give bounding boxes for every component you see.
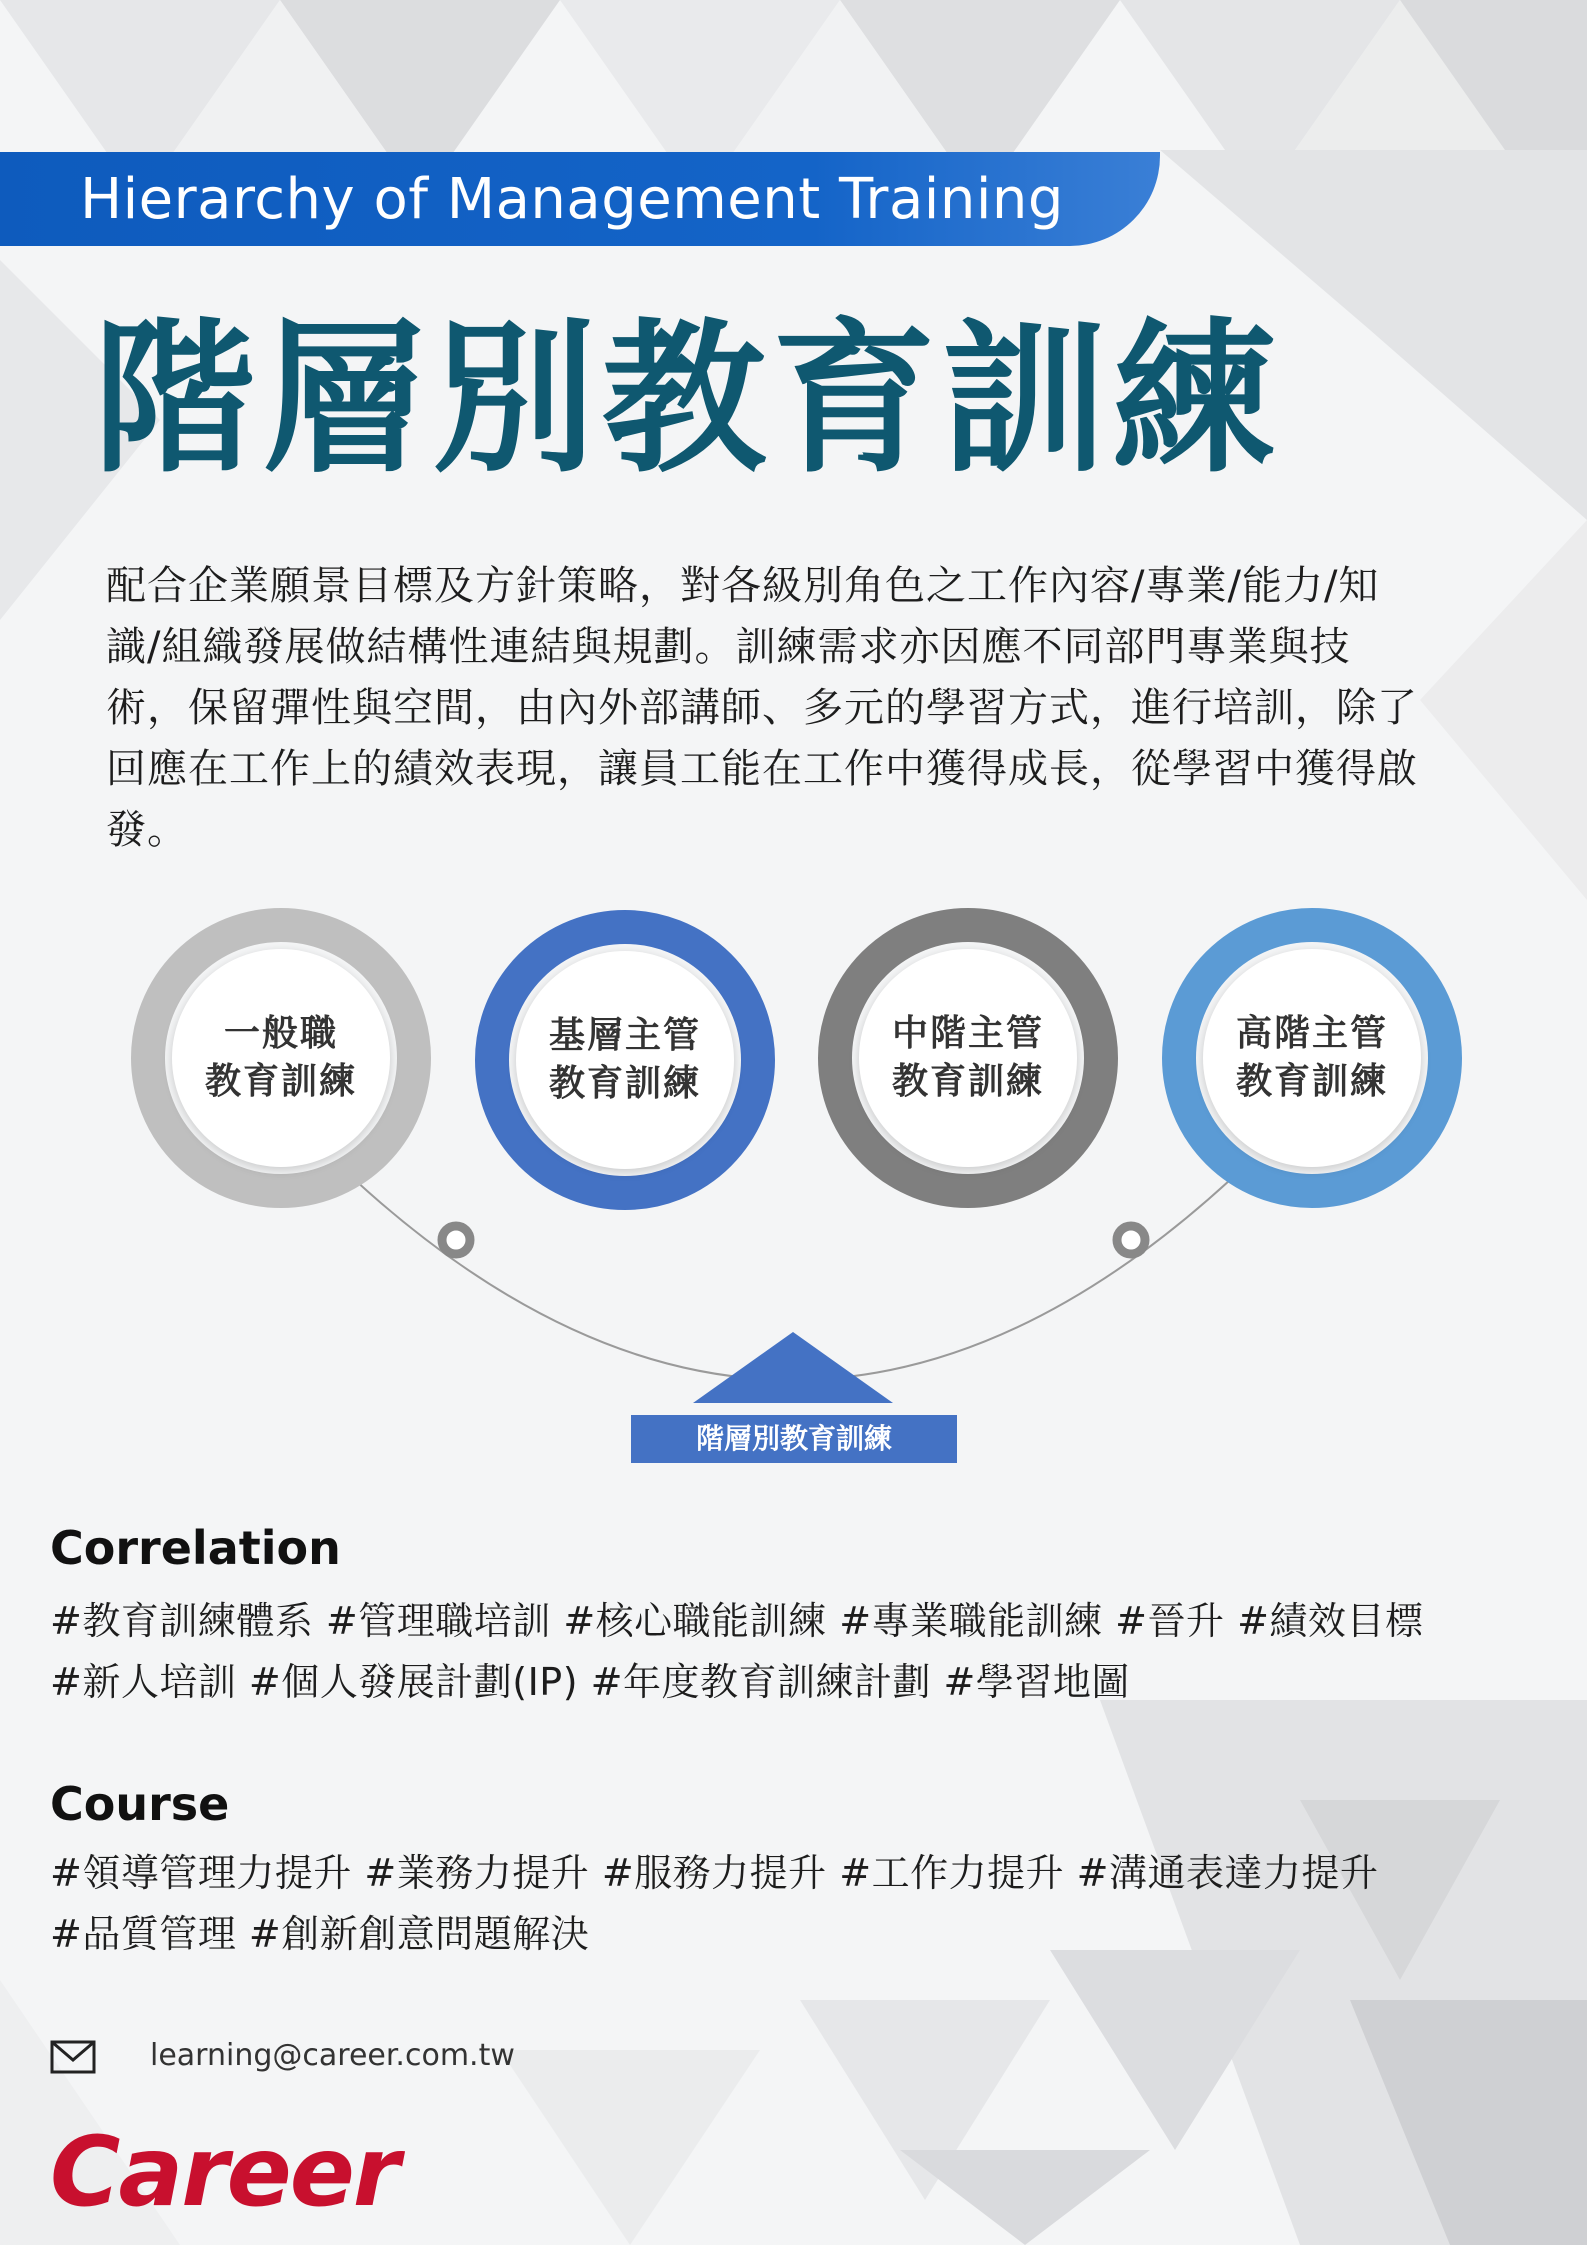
tag-line: #教育訓練體系 #管理職培訓 #核心職能訓練 #專業職能訓練 #晉升 #績效目標 xyxy=(50,1599,1424,1643)
correlation-heading: Correlation xyxy=(50,1521,341,1575)
envelope-icon xyxy=(50,2040,96,2074)
level-circle-inner xyxy=(516,951,734,1169)
connector-dot-right xyxy=(1117,1226,1145,1254)
correlation-tags xyxy=(50,1591,1423,1713)
banner-title: Hierarchy of Management Training xyxy=(80,167,1064,232)
level-circle-inner xyxy=(859,949,1077,1167)
level-circle-junior-manager xyxy=(475,910,775,1210)
intro-line: 術，保留彈性與空間，由內外部講師、多元的學習方式，進行培訓，除了 xyxy=(106,685,1418,731)
circle-label-line2: 教育訓練 xyxy=(891,1061,1044,1102)
intro-line: 回應在工作上的績效表現，讓員工能在工作中獲得成長，從學習中獲得啟 xyxy=(106,746,1418,792)
tag-line: #領導管理力提升 #業務力提升 #服務力提升 #工作力提升 #溝通表達力提升 xyxy=(50,1851,1379,1895)
intro-line: 識/組織發展做結構性連結與規劃。訓練需求亦因應不同部門專業與技 xyxy=(106,624,1351,670)
circle-label-line2: 教育訓練 xyxy=(548,1063,701,1104)
career-logo: Career xyxy=(50,2116,399,2228)
diagram-base-label: 階層別教育訓練 xyxy=(631,1415,957,1463)
page-title: 階層別教育訓練 xyxy=(92,304,1283,495)
contact-email[interactable]: learning@career.com.tw xyxy=(150,2038,515,2073)
circle-label-line2: 教育訓練 xyxy=(204,1061,357,1102)
tag-line: #新人培訓 #個人發展計劃(IP) #年度教育訓練計劃 #學習地圖 xyxy=(50,1660,1130,1704)
level-circle-general xyxy=(131,908,431,1208)
circle-label-line1: 高階主管 xyxy=(1235,1013,1388,1054)
circle-label-line1: 中階主管 xyxy=(891,1013,1044,1054)
course-tags xyxy=(50,1843,1379,1965)
level-circle-senior-manager xyxy=(1162,908,1462,1208)
intro-line: 發。 xyxy=(106,807,188,853)
base-triangle xyxy=(693,1332,893,1403)
level-circle-middle-manager xyxy=(818,908,1118,1208)
circle-label-line1: 一般職 xyxy=(223,1013,338,1054)
course-heading: Course xyxy=(50,1777,230,1831)
level-circle-inner xyxy=(172,949,390,1167)
circle-label-line1: 基層主管 xyxy=(548,1015,701,1056)
intro-line: 配合企業願景目標及方針策略，對各級別角色之工作內容/專業/能力/知 xyxy=(106,563,1380,609)
connector-dot-left xyxy=(442,1226,470,1254)
circle-label-line2: 教育訓練 xyxy=(1235,1061,1388,1102)
level-circle-inner xyxy=(1203,949,1421,1167)
tag-line: #品質管理 #創新創意問題解決 xyxy=(50,1912,590,1956)
